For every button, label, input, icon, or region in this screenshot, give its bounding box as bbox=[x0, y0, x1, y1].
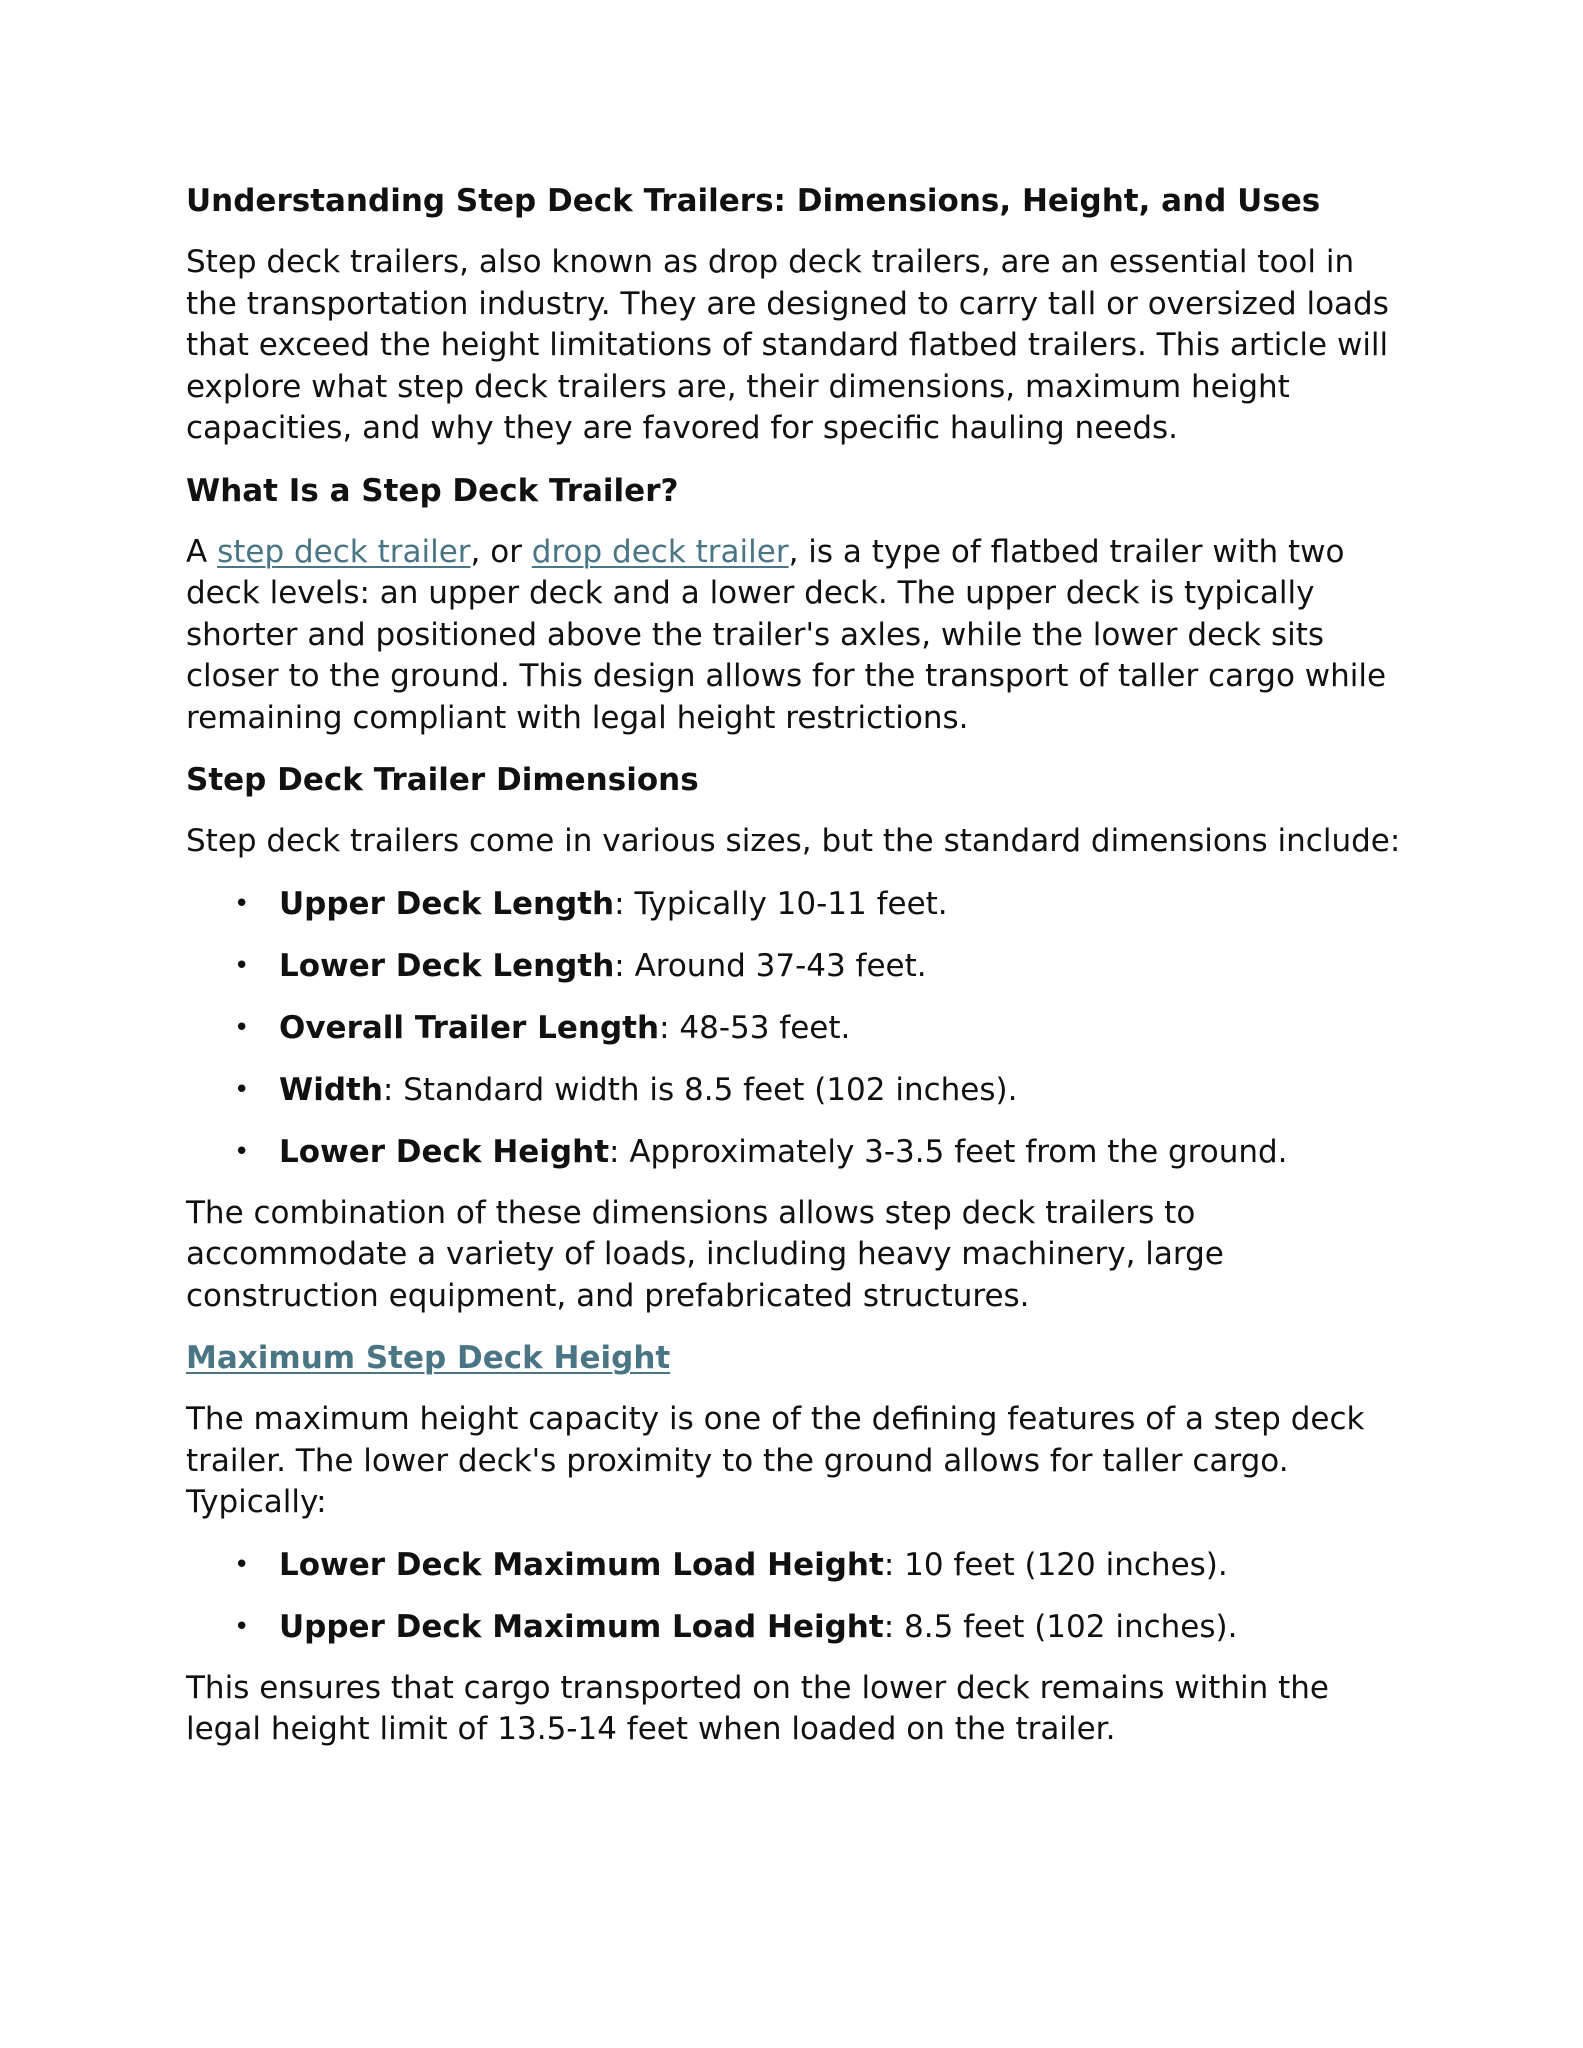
dimensions-intro: Step deck trailers come in various sizes, but the standard dimensions include: bbox=[186, 823, 1401, 859]
what-is-rest: , is a type of flatbed trailer with two deck levels: an upper deck and a lower deck. The upper deck is typically shorter and positioned above the trailer's axles, while the lower deck sits closer to the ground. This design allows for the transport of taller cargo while remaining compliant with legal height restrictions. bbox=[186, 533, 1387, 736]
list-item-value: : Approximately 3-3.5 feet from the ground. bbox=[609, 1133, 1288, 1170]
dimensions-outro: The combination of these dimensions allows step deck trailers to accommodate a variety of loads, including heavy machinery, large construction equipment, and prefabricated structures. bbox=[186, 1194, 1224, 1314]
list-item-label: Upper Deck Length bbox=[279, 885, 615, 922]
max-height-intro: The maximum height capacity is one of the defining features of a step deck trailer. The lower deck's proximity to the ground allows for taller cargo. Typically: bbox=[186, 1401, 1365, 1520]
intro-paragraph: Step deck trailers, also known as drop deck trailers, are an essential tool in the transportation industry. They are designed to carry tall or oversized loads that exceed the height limitations of standard flatbed trailers. This article will explore what step deck trailers are, their dimensions, maximum height capacities, and why they are favored for specific hauling needs. bbox=[186, 244, 1389, 446]
bullet-icon: • bbox=[234, 1074, 250, 1105]
list-item-label: Upper Deck Maximum Load Height bbox=[279, 1608, 884, 1645]
list-item bbox=[186, 1069, 1401, 1111]
bullet-icon: • bbox=[234, 1136, 250, 1167]
heading-what-is: What Is a Step Deck Trailer? bbox=[186, 472, 679, 509]
list-item-label: Overall Trailer Length bbox=[279, 1009, 660, 1046]
list-item-value: : 48-53 feet. bbox=[659, 1009, 851, 1046]
list-item bbox=[186, 945, 1401, 987]
max-height-link[interactable]: Maximum Step Deck Height bbox=[186, 1340, 671, 1376]
list-item-value: : Around 37-43 feet. bbox=[614, 947, 927, 984]
bullet-icon: • bbox=[234, 1012, 250, 1043]
list-item-value: : 10 feet (120 inches). bbox=[883, 1546, 1228, 1583]
heading-max-height bbox=[186, 1337, 1401, 1379]
what-is-paragraph bbox=[186, 532, 1401, 740]
drop-deck-trailer-link[interactable]: drop deck trailer bbox=[531, 533, 789, 570]
bullet-icon: • bbox=[234, 950, 250, 981]
list-item-value: : Typically 10-11 feet. bbox=[614, 885, 948, 922]
document-page bbox=[186, 180, 1401, 1771]
dimensions-list bbox=[186, 883, 1401, 1173]
list-item bbox=[186, 1131, 1401, 1173]
bullet-icon: • bbox=[234, 1611, 250, 1642]
bullet-icon: • bbox=[234, 1549, 250, 1580]
what-is-prefix: A bbox=[186, 533, 218, 570]
page-title: Understanding Step Deck Trailers: Dimensions, Height, and Uses bbox=[186, 183, 1321, 219]
list-item-value: : Standard width is 8.5 feet (102 inches). bbox=[382, 1071, 1018, 1108]
max-height-outro: This ensures that cargo transported on the lower deck remains within the legal height limit of 13.5-14 feet when loaded on the trailer. bbox=[186, 1669, 1330, 1747]
what-is-mid: , or bbox=[470, 533, 532, 570]
list-item-label: Lower Deck Length bbox=[279, 947, 615, 984]
list-item bbox=[186, 1544, 1401, 1586]
list-item bbox=[186, 1606, 1401, 1648]
list-item-label: Lower Deck Height bbox=[279, 1133, 610, 1170]
list-item-label: Lower Deck Maximum Load Height bbox=[279, 1546, 884, 1583]
list-item-label: Width bbox=[279, 1071, 383, 1108]
list-item bbox=[186, 883, 1401, 925]
list-item bbox=[186, 1007, 1401, 1049]
list-item-value: : 8.5 feet (102 inches). bbox=[883, 1608, 1238, 1645]
bullet-icon: • bbox=[234, 888, 250, 919]
max-height-list bbox=[186, 1544, 1401, 1648]
heading-dimensions: Step Deck Trailer Dimensions bbox=[186, 762, 699, 798]
step-deck-trailer-link[interactable]: step deck trailer bbox=[217, 533, 471, 570]
